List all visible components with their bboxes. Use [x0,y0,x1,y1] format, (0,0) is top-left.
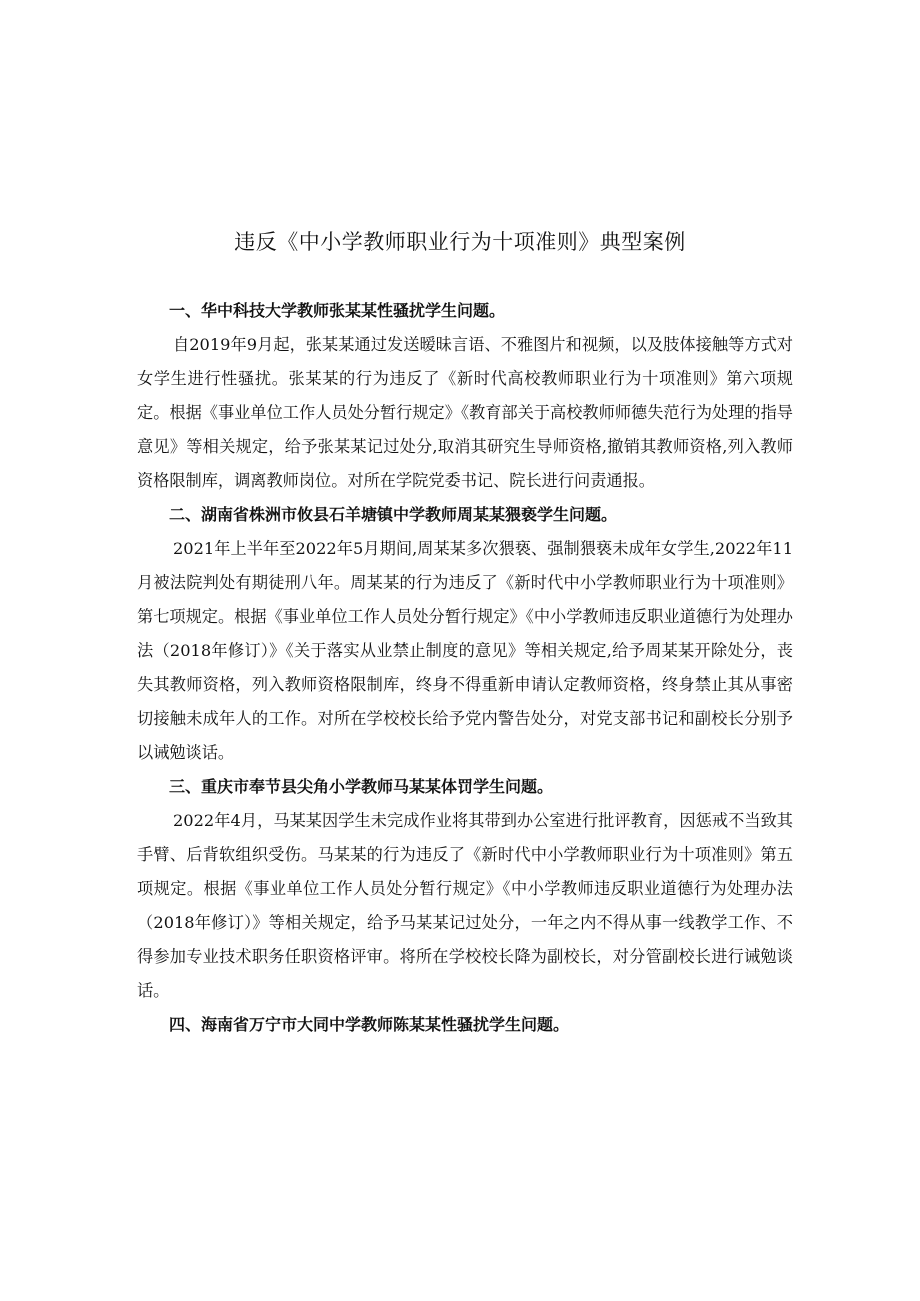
case-3-body: 2022年4月，马某某因学生未完成作业将其带到办公室进行批评教育，因惩戒不当致其手臂、后背软组织受伤。马某某的行为违反了《新时代中小学教师职业行为十项准则》第五项规定。根据《事业单位工作人员处分暂行规定》《中小学教师违反职业道德行为处理办法（2018年修订）》等相关规定，给予马某某记过处分，一年之内不得从事一线教学工作、不得参加专业技术职务任职资格评审。将所在学校校长降为副校长，对分管副校长进行诫勉谈话。 [137,811,793,1000]
document-title: 违反《中小学教师职业行为十项准则》典型案例 [234,230,686,254]
case-3-heading: 三、重庆市奉节县尖角小学教师马某某体罚学生问题。 [169,777,554,796]
case-1-body: 自2019年9月起，张某某通过发送暧昧言语、不雅图片和视频，以及肢体接触等方式对女学生进行性骚扰。张某某的行为违反了《新时代高校教师职业行为十项准则》第六项规定。根据《事业单位工作人员处分暂行规定》《教育部关于高校教师师德失范行为处理的指导意见》等相关规定，给予张某某记过处分,取消其研究生导师资格,撤销其教师资格,列入教师资格限制库，调离教师岗位。对所在学院党委书记、院长进行问责通报。 [137,335,793,490]
case-2-heading: 二、湖南省株洲市攸县石羊塘镇中学教师周某某猥亵学生问题。 [169,505,618,524]
case-1-heading: 一、华中科技大学教师张某某性骚扰学生问题。 [169,301,506,320]
document-content [137,294,793,1042]
case-4-heading: 四、海南省万宁市大同中学教师陈某某性骚扰学生问题。 [169,1015,570,1034]
case-2-body: 2021年上半年至2022年5月期间,周某某多次猥亵、强制猥亵未成年女学生,2022年11月被法院判处有期徒刑八年。周某某的行为违反了《新时代中小学教师职业行为十项准则》第七项规定。根据《事业单位工作人员处分暂行规定》《中小学教师违反职业道德行为处理办法（2018年修订）》《关于落实从业禁止制度的意见》等相关规定,给予周某某开除处分，丧失其教师资格，列入教师资格限制库，终身不得重新申请认定教师资格，终身禁止其从事密切接触未成年人的工作。对所在学校校长给予党内警告处分，对党支部书记和副校长分别予以诫勉谈话。 [137,539,793,762]
